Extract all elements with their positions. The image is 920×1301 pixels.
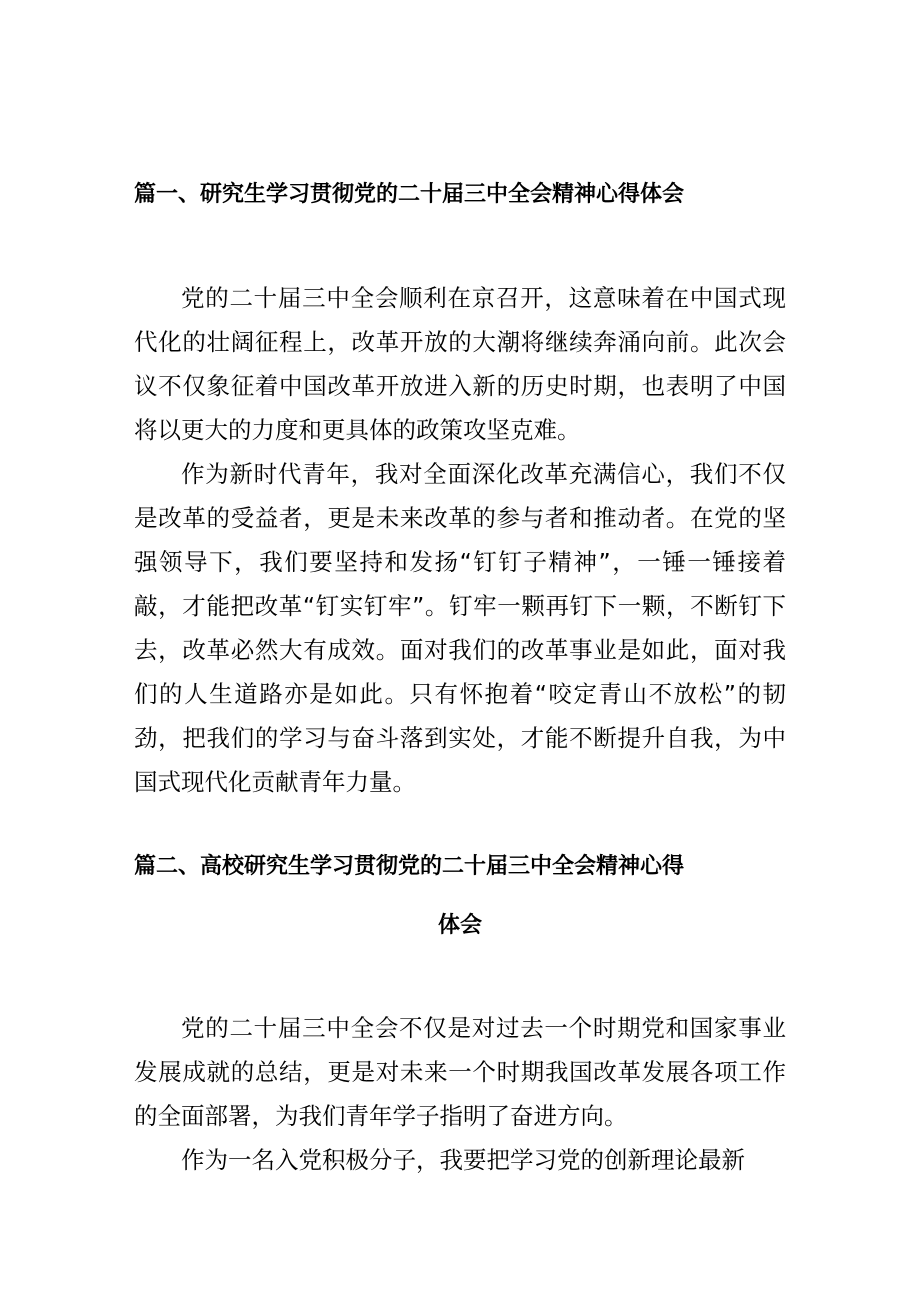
section2-paragraph-2: 作为一名入党积极分子，我要把学习党的创新理论最新 bbox=[181, 1146, 745, 1174]
section2-paragraph-1: 党的二十届三中全会不仅是对过去一个时期党和国家事业发展成就的总结，更是对未来一个时期我国改革发展各项工作的全面部署，为我们青年学子指明了奋进方向。 bbox=[134, 1014, 786, 1130]
section1-paragraph-1: 党的二十届三中全会顺利在京召开，这意味着在中国式现代化的壮阔征程上，改革开放的大潮将继续奔涌向前。此次会议不仅象征着中国改革开放进入新的历史时期，也表明了中国将以更大的力度和更具体的政策攻坚克难。 bbox=[134, 284, 786, 444]
section1-paragraph-2: 作为新时代青年，我对全面深化改革充满信心，我们不仅是改革的受益者，更是未来改革的参与者和推动者。在党的坚强领导下，我们要坚持和发扬“钉钉子精神”，一锤一锤接着敲，才能把改革“钉实钉牢”。钉牢一颗再钉下一颗，不断钉下去，改革必然大有成效。面对我们的改革事业是如此，面对我们的人生道路亦是如此。只有怀抱着“咬定青山不放松”的韧劲，把我们的学习与奋斗落到实处，才能不断提升自我，为中国式现代化贡献青年力量。 bbox=[134, 460, 786, 796]
section2-title-line1: 篇二、高校研究生学习贯彻党的二十届三中全会精神心得 bbox=[134, 854, 685, 879]
section1-title: 篇一、研究生学习贯彻党的二十届三中全会精神心得体会 bbox=[134, 182, 685, 207]
section2-title-line2: 体会 bbox=[437, 913, 482, 938]
